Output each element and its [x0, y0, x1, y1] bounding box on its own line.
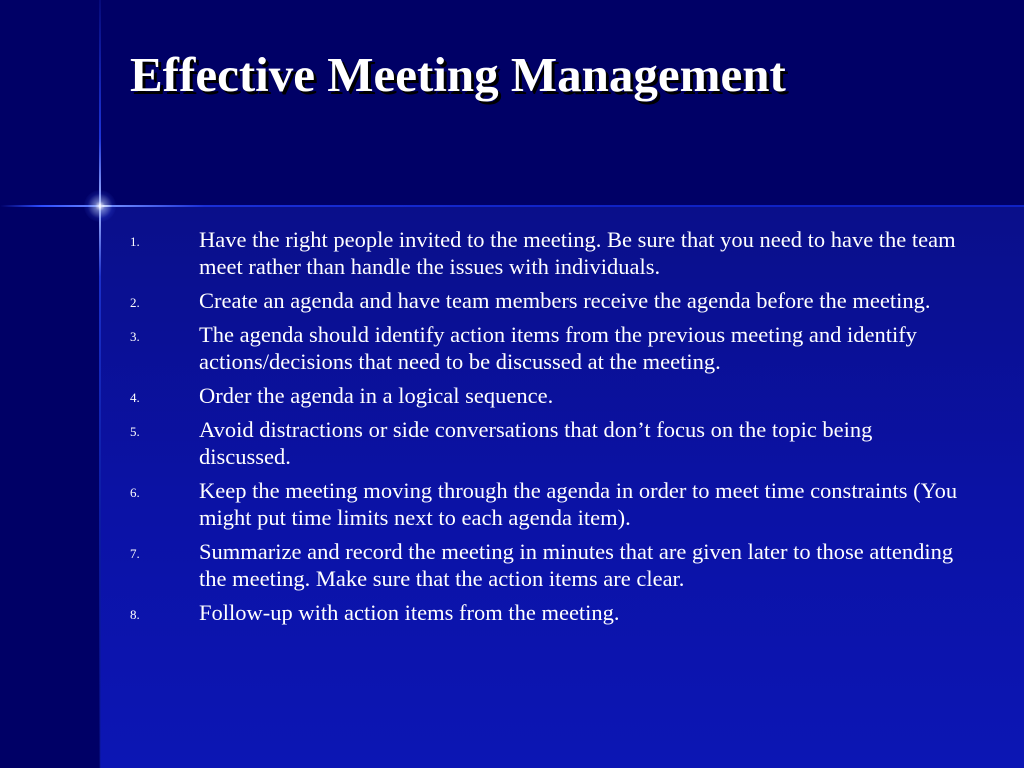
list-item-text: Have the right people invited to the meeting. Be sure that you need to have the team meet rather than handle the issues with individuals.: [199, 227, 956, 279]
list-item-number: 8.: [130, 607, 140, 622]
list-item: [130, 226, 960, 280]
list-item-number: 7.: [130, 546, 140, 561]
list-item-number: 4.: [130, 390, 140, 405]
list-item-text: Order the agenda in a logical sequence.: [199, 383, 554, 408]
list-item: [130, 599, 960, 626]
list-item: [130, 416, 960, 470]
list-item-number: 6.: [130, 485, 140, 500]
slide-title: Effective Meeting Management: [130, 47, 786, 102]
list-item-number: 1.: [130, 234, 140, 249]
sparkle-star-decoration: [84, 190, 116, 222]
list-item: [130, 538, 960, 592]
list-item-number: 3.: [130, 329, 140, 344]
list-item: [130, 321, 960, 375]
list-item-text: The agenda should identify action items from the previous meeting and identify actions/decisions that need to be discussed at the meeting.: [199, 322, 917, 374]
list-item-number: 5.: [130, 424, 140, 439]
vertical-divider-line: [99, 0, 101, 768]
horizontal-divider-line: [0, 205, 1024, 207]
list-item: [130, 477, 960, 531]
list-item-text: Summarize and record the meeting in minutes that are given later to those attending the meeting. Make sure that the action items are clear.: [199, 539, 954, 591]
list-item-text: Follow-up with action items from the meeting.: [199, 600, 620, 625]
numbered-list: [130, 226, 960, 633]
list-item: [130, 287, 960, 314]
list-item-text: Create an agenda and have team members receive the agenda before the meeting.: [199, 288, 931, 313]
list-item-text: Avoid distractions or side conversations that don’t focus on the topic being discussed.: [199, 417, 873, 469]
list-item: [130, 382, 960, 409]
list-item-number: 2.: [130, 295, 140, 310]
list-item-text: Keep the meeting moving through the agenda in order to meet time constraints (You might put time limits next to each agenda item).: [199, 478, 958, 530]
